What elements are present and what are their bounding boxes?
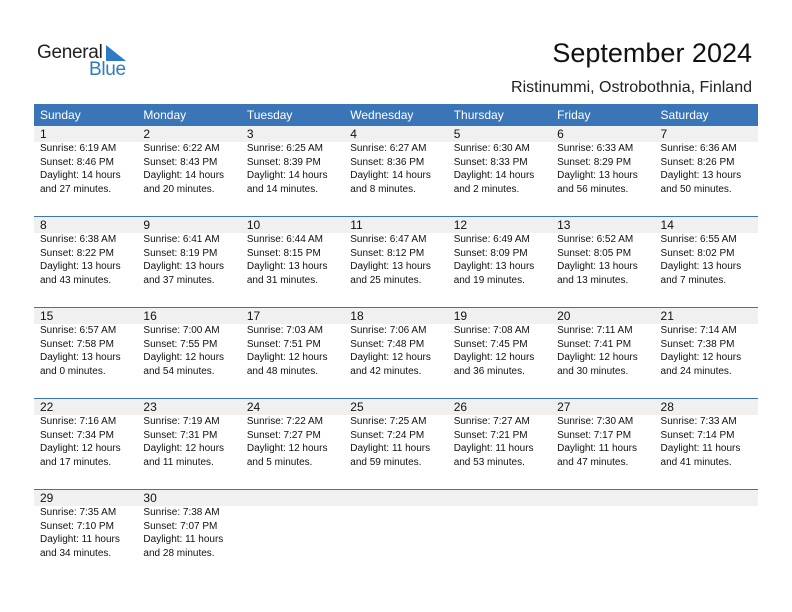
day-cell: [448, 308, 551, 378]
daylight-minutes-text: and 56 minutes.: [557, 183, 629, 195]
logo-general-text: General: [37, 42, 103, 63]
week-days: [34, 399, 758, 469]
daylight-minutes-text: and 13 minutes.: [557, 274, 629, 286]
sunrise-text: Sunrise: 7:22 AM: [246, 416, 323, 427]
sunset-text: Sunset: 7:31 PM: [143, 429, 218, 441]
day-cell: [655, 126, 758, 196]
daylight-hours-text: Daylight: 12 hours: [246, 443, 328, 454]
sunrise-text: Sunrise: 7:35 AM: [40, 507, 117, 518]
day-cell: [241, 126, 344, 196]
week-row: [34, 490, 758, 580]
sunrise-text: Sunrise: 7:03 AM: [246, 325, 323, 336]
daylight-hours-text: Daylight: 12 hours: [453, 352, 535, 363]
sunrise-text: Sunrise: 7:08 AM: [453, 325, 530, 336]
weekday-header: Monday: [143, 108, 187, 122]
day-number: 28: [660, 400, 674, 414]
sunrise-text: Sunrise: 7:38 AM: [143, 507, 220, 518]
daylight-minutes-text: and 48 minutes.: [246, 365, 319, 377]
day-number: 23: [143, 400, 157, 414]
day-number: 26: [453, 400, 468, 414]
daylight-hours-text: Daylight: 13 hours: [350, 261, 431, 272]
sunrise-text: Sunrise: 7:00 AM: [143, 325, 220, 336]
sunset-text: Sunset: 8:22 PM: [40, 247, 114, 259]
day-number: 3: [246, 127, 254, 141]
weeks-container: [34, 126, 758, 580]
day-number: 19: [453, 309, 468, 323]
daylight-hours-text: Daylight: 14 hours: [246, 170, 328, 181]
daylight-minutes-text: and 27 minutes.: [40, 183, 112, 195]
day-number: 9: [143, 218, 151, 232]
day-cell: [448, 126, 551, 196]
sunset-text: Sunset: 8:09 PM: [453, 247, 528, 259]
day-number: 25: [350, 400, 364, 414]
daylight-minutes-text: and 19 minutes.: [453, 274, 525, 286]
day-cell: [34, 399, 137, 469]
day-cell: [448, 217, 551, 287]
sunrise-text: Sunrise: 7:30 AM: [557, 416, 634, 427]
daylight-hours-text: Daylight: 13 hours: [246, 261, 328, 272]
day-cell: [551, 217, 654, 287]
daylight-minutes-text: and 42 minutes.: [350, 365, 422, 377]
daylight-hours-text: Daylight: 11 hours: [453, 443, 534, 454]
sunrise-text: Sunrise: 6:52 AM: [557, 234, 634, 245]
sunset-text: Sunset: 7:58 PM: [40, 338, 114, 350]
sunrise-text: Sunrise: 7:25 AM: [350, 416, 427, 427]
weekday-header: Saturday: [660, 108, 709, 122]
sunset-text: Sunset: 8:19 PM: [143, 247, 218, 259]
sunrise-text: Sunrise: 7:19 AM: [143, 416, 220, 427]
sunset-text: Sunset: 7:55 PM: [143, 338, 218, 350]
sunrise-text: Sunrise: 7:06 AM: [350, 325, 427, 336]
daylight-minutes-text: and 54 minutes.: [143, 365, 215, 377]
day-number: 4: [350, 127, 357, 141]
sunset-text: Sunset: 7:48 PM: [350, 338, 425, 350]
sunset-text: Sunset: 8:26 PM: [660, 156, 735, 168]
day-cell: [137, 399, 240, 469]
day-number: 27: [557, 400, 571, 414]
daylight-minutes-text: and 30 minutes.: [557, 365, 629, 377]
day-cell: [344, 308, 447, 378]
daylight-minutes-text: and 20 minutes.: [143, 183, 215, 195]
sunset-text: Sunset: 7:10 PM: [40, 520, 114, 532]
day-cell: [551, 126, 654, 196]
daylight-minutes-text: and 25 minutes.: [350, 274, 422, 286]
sunset-text: Sunset: 8:33 PM: [453, 156, 528, 168]
day-number: 2: [143, 127, 151, 141]
day-number: 5: [453, 127, 461, 141]
daylight-hours-text: Daylight: 14 hours: [40, 170, 121, 181]
sunrise-text: Sunrise: 6:38 AM: [40, 234, 117, 245]
day-cell: [241, 399, 344, 469]
sunset-text: Sunset: 8:39 PM: [246, 156, 321, 168]
sunrise-text: Sunrise: 6:27 AM: [350, 143, 427, 154]
sunrise-text: Sunrise: 6:25 AM: [246, 143, 323, 154]
sunrise-text: Sunrise: 7:14 AM: [660, 325, 737, 336]
day-cell: [241, 308, 344, 378]
sunrise-text: Sunrise: 6:30 AM: [453, 143, 530, 154]
sunset-text: Sunset: 8:02 PM: [660, 247, 735, 259]
sunset-text: Sunset: 8:46 PM: [40, 156, 114, 168]
daylight-hours-text: Daylight: 12 hours: [350, 352, 431, 363]
day-number: 1: [40, 127, 47, 141]
daylight-hours-text: Daylight: 11 hours: [557, 443, 637, 454]
day-number: 22: [40, 400, 54, 414]
daylight-minutes-text: and 14 minutes.: [246, 183, 319, 195]
day-cell: [344, 399, 447, 469]
day-number: 18: [350, 309, 364, 323]
sunset-text: Sunset: 7:21 PM: [453, 429, 528, 441]
day-number: 21: [660, 309, 674, 323]
daylight-hours-text: Daylight: 12 hours: [660, 352, 742, 363]
logo-blue-text: Blue: [89, 59, 126, 80]
week-days: [34, 308, 758, 378]
daylight-hours-text: Daylight: 13 hours: [143, 261, 225, 272]
sunrise-text: Sunrise: 6:41 AM: [143, 234, 220, 245]
daylight-minutes-text: and 47 minutes.: [557, 456, 629, 468]
daylight-minutes-text: and 34 minutes.: [40, 547, 112, 559]
weekday-header: Friday: [557, 108, 591, 122]
day-number: 12: [453, 218, 468, 232]
sunset-text: Sunset: 7:14 PM: [660, 429, 735, 441]
daylight-hours-text: Daylight: 11 hours: [660, 443, 741, 454]
day-number: 7: [660, 127, 668, 141]
daylight-minutes-text: and 31 minutes.: [246, 274, 319, 286]
sunset-text: Sunset: 8:43 PM: [143, 156, 218, 168]
location-subtitle: Ristinummi, Ostrobothnia, Finland: [511, 79, 752, 96]
daylight-minutes-text: and 5 minutes.: [246, 456, 313, 468]
day-cell: [34, 217, 137, 287]
sunset-text: Sunset: 8:15 PM: [246, 247, 321, 259]
day-cell: [241, 217, 344, 287]
sunset-text: Sunset: 8:12 PM: [350, 247, 425, 259]
day-cell: [344, 126, 447, 196]
day-number: 6: [557, 127, 564, 141]
daylight-minutes-text: and 59 minutes.: [350, 456, 422, 468]
daylight-hours-text: Daylight: 11 hours: [40, 534, 120, 545]
sunrise-text: Sunrise: 6:44 AM: [246, 234, 323, 245]
week-days: [34, 217, 758, 287]
week-row: [34, 399, 758, 490]
sunset-text: Sunset: 7:41 PM: [557, 338, 632, 350]
sunset-text: Sunset: 7:34 PM: [40, 429, 114, 441]
day-number: 17: [246, 309, 261, 323]
day-number: 20: [557, 309, 571, 323]
day-cell: [655, 217, 758, 287]
daylight-hours-text: Daylight: 13 hours: [557, 261, 638, 272]
daylight-hours-text: Daylight: 12 hours: [143, 352, 225, 363]
day-number: 16: [143, 309, 157, 323]
daylight-minutes-text: and 43 minutes.: [40, 274, 112, 286]
weekday-header-row: [34, 104, 758, 126]
day-cell: [34, 126, 137, 196]
daylight-hours-text: Daylight: 13 hours: [660, 261, 742, 272]
daylight-minutes-text: and 11 minutes.: [143, 456, 214, 468]
daylight-minutes-text: and 37 minutes.: [143, 274, 215, 286]
daylight-hours-text: Daylight: 14 hours: [350, 170, 431, 181]
daylight-hours-text: Daylight: 13 hours: [40, 352, 121, 363]
sunrise-text: Sunrise: 6:36 AM: [660, 143, 737, 154]
week-days: [34, 490, 758, 560]
daylight-minutes-text: and 28 minutes.: [143, 547, 215, 559]
week-days: [34, 126, 758, 196]
daylight-minutes-text: and 50 minutes.: [660, 183, 732, 195]
daylight-minutes-text: and 24 minutes.: [660, 365, 732, 377]
daylight-minutes-text: and 7 minutes.: [660, 274, 727, 286]
weekday-header: Wednesday: [350, 108, 414, 122]
daylight-hours-text: Daylight: 13 hours: [660, 170, 742, 181]
daylight-minutes-text: and 17 minutes.: [40, 456, 112, 468]
daylight-minutes-text: and 0 minutes.: [40, 365, 106, 377]
day-cell: [551, 308, 654, 378]
sunset-text: Sunset: 7:07 PM: [143, 520, 218, 532]
day-cell: [448, 399, 551, 469]
daylight-hours-text: Daylight: 14 hours: [143, 170, 225, 181]
day-number: 24: [246, 400, 261, 414]
weekday-header: Sunday: [40, 108, 81, 122]
day-number: 30: [143, 491, 157, 505]
daylight-hours-text: Daylight: 13 hours: [557, 170, 638, 181]
calendar-grid: [34, 104, 758, 580]
sunrise-text: Sunrise: 6:57 AM: [40, 325, 117, 336]
day-number: 15: [40, 309, 54, 323]
day-cell: [551, 399, 654, 469]
day-cell: [137, 308, 240, 378]
sunrise-text: Sunrise: 6:55 AM: [660, 234, 737, 245]
day-cell: [137, 217, 240, 287]
sunset-text: Sunset: 7:45 PM: [453, 338, 528, 350]
sunset-text: Sunset: 7:24 PM: [350, 429, 425, 441]
sunset-text: Sunset: 7:17 PM: [557, 429, 632, 441]
day-cell: [344, 217, 447, 287]
sunset-text: Sunset: 8:29 PM: [557, 156, 632, 168]
sunrise-text: Sunrise: 6:33 AM: [557, 143, 634, 154]
daylight-hours-text: Daylight: 14 hours: [453, 170, 535, 181]
weekday-header: Thursday: [453, 108, 504, 122]
day-number: 8: [40, 218, 47, 232]
daylight-hours-text: Daylight: 12 hours: [246, 352, 328, 363]
daylight-hours-text: Daylight: 12 hours: [557, 352, 638, 363]
daylight-hours-text: Daylight: 12 hours: [40, 443, 121, 454]
sunset-text: Sunset: 8:05 PM: [557, 247, 632, 259]
daylight-minutes-text: and 2 minutes.: [453, 183, 520, 195]
daylight-minutes-text: and 36 minutes.: [453, 365, 525, 377]
day-cell: [655, 399, 758, 469]
daylight-minutes-text: and 8 minutes.: [350, 183, 416, 195]
daylight-hours-text: Daylight: 11 hours: [350, 443, 431, 454]
sunrise-text: Sunrise: 7:27 AM: [453, 416, 530, 427]
day-number: 14: [660, 218, 674, 232]
sunset-text: Sunset: 7:38 PM: [660, 338, 735, 350]
sunrise-text: Sunrise: 6:47 AM: [350, 234, 427, 245]
day-number: 29: [40, 491, 54, 505]
week-row: [34, 308, 758, 399]
daylight-hours-text: Daylight: 11 hours: [143, 534, 224, 545]
page-title: September 2024: [552, 38, 752, 68]
sunset-text: Sunset: 7:27 PM: [246, 429, 321, 441]
day-cell: [34, 308, 137, 378]
daylight-minutes-text: and 53 minutes.: [453, 456, 525, 468]
day-number: 11: [350, 218, 363, 232]
daylight-hours-text: Daylight: 13 hours: [453, 261, 535, 272]
weekday-header: Tuesday: [246, 108, 293, 122]
sunrise-text: Sunrise: 7:11 AM: [557, 325, 633, 336]
day-number: 13: [557, 218, 571, 232]
sunset-text: Sunset: 8:36 PM: [350, 156, 425, 168]
day-cell: [655, 308, 758, 378]
sunrise-text: Sunrise: 6:22 AM: [143, 143, 220, 154]
sunrise-text: Sunrise: 7:33 AM: [660, 416, 737, 427]
generalblue-logo: [37, 42, 137, 82]
daylight-minutes-text: and 41 minutes.: [660, 456, 732, 468]
sunrise-text: Sunrise: 7:16 AM: [40, 416, 117, 427]
day-number: 10: [246, 218, 261, 232]
sunrise-text: Sunrise: 6:49 AM: [453, 234, 530, 245]
sunset-text: Sunset: 7:51 PM: [246, 338, 321, 350]
daylight-hours-text: Daylight: 12 hours: [143, 443, 225, 454]
day-cell: [137, 490, 240, 560]
day-cell: [34, 490, 137, 560]
sunrise-text: Sunrise: 6:19 AM: [40, 143, 117, 154]
daylight-hours-text: Daylight: 13 hours: [40, 261, 121, 272]
week-row: [34, 126, 758, 217]
day-cell: [137, 126, 240, 196]
week-row: [34, 217, 758, 308]
